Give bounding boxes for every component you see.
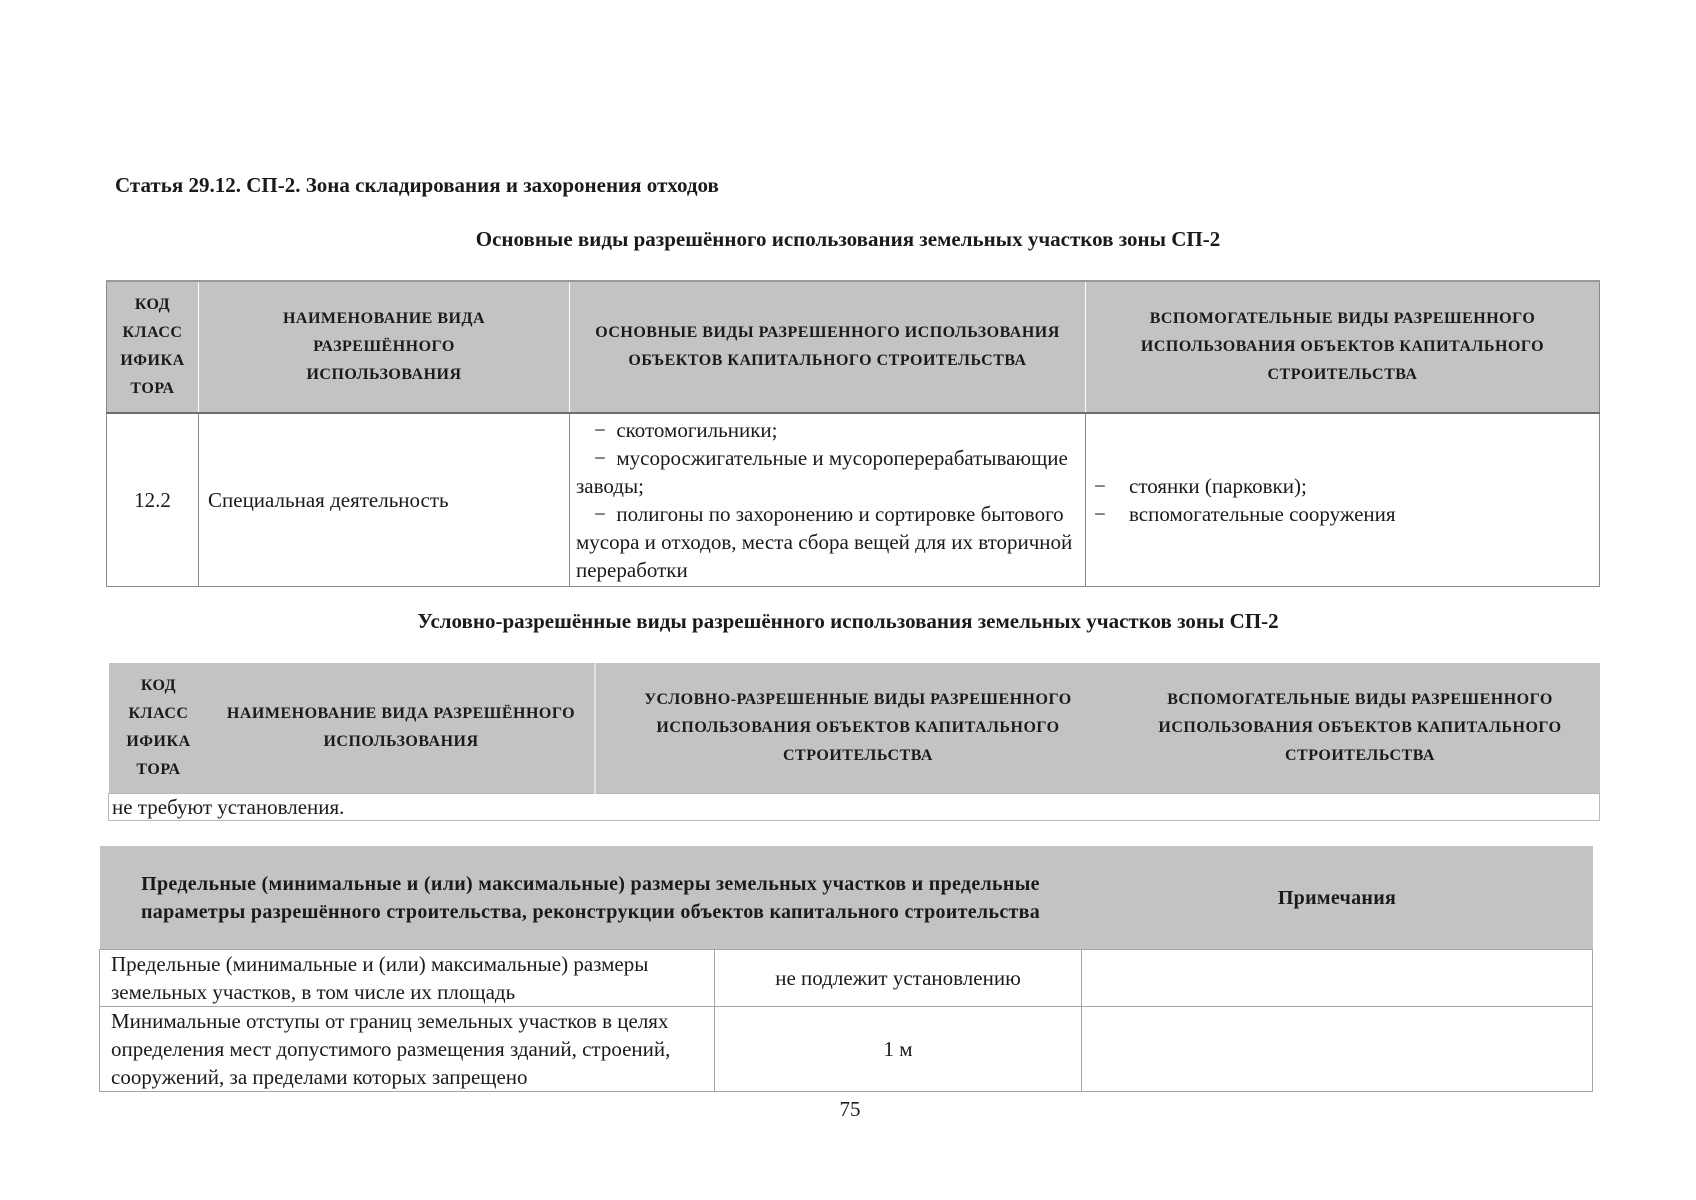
note-cell [1082,950,1593,1007]
main-section-title: Основные виды разрешённого использования земельных участков зоны СП-2 [475,227,1221,251]
conditional-uses-table [108,663,1600,821]
table-row [109,794,1600,821]
param-cell: Предельные (минимальные и (или) максимальные) размеры земельных участков, в том числе их площадь [100,950,715,1007]
header-name: НАИМЕНОВАНИЕ ВИДА РАЗРЕШЁННОГО ИСПОЛЬЗОВАНИЯ [209,663,595,794]
list-marker: − [594,502,606,526]
value-cell: не подлежит установлению [715,950,1082,1007]
page-number: 75 [839,1097,861,1121]
header-params: Предельные (минимальные и (или) максимальные) размеры земельных участков и предельные параметры разрешённого строительства, реконструкции объектов капитального строительства [100,846,1082,950]
row-code: 12.2 [107,413,199,587]
header-aux-uses: ВСПОМОГАТЕЛЬНЫЕ ВИДЫ РАЗРЕШЕННОГО ИСПОЛЬЗОВАНИЯ ОБЪЕКТОВ КАПИТАЛЬНОГО СТРОИТЕЛЬСТВА [1086,281,1600,413]
list-marker: − [1094,502,1106,526]
conditional-section-title: Условно-разрешённые виды разрешённого использования земельных участков зоны СП-2 [417,609,1279,633]
param-cell: Минимальные отступы от границ земельных участков в целях определения мест допустимого размещения зданий, строений, сооружений, за пределами которых запрещено [100,1007,715,1092]
list-marker: − [594,446,606,470]
row-main-uses [570,413,1086,587]
list-item: − мусоросжигательные и мусороперерабатывающие заводы; [576,446,1068,498]
list-marker: − [1094,474,1106,498]
list-item: − полигоны по захоронению и сортировке бытового мусора и отходов, места сбора вещей для их вторичной переработки [576,502,1073,582]
table-header-row [107,281,1600,413]
list-item: − скотомогильники; [594,418,778,442]
table-row [100,950,1593,1007]
header-name: НАИМЕНОВАНИЕ ВИДА РАЗРЕШЁННОГО ИСПОЛЬЗОВАНИЯ [199,281,570,413]
table-row [107,413,1600,587]
list-item: − стоянки (парковки); [1094,474,1307,498]
list-marker: − [594,418,606,442]
header-main-uses: ОСНОВНЫЕ ВИДЫ РАЗРЕШЕННОГО ИСПОЛЬЗОВАНИЯ ОБЪЕКТОВ КАПИТАЛЬНОГО СТРОИТЕЛЬСТВА [570,281,1086,413]
table-row [100,1007,1593,1092]
header-notes: Примечания [1082,846,1593,950]
main-uses-table [106,280,1600,587]
conditional-note: не требуют установления. [109,794,1600,821]
value-cell: 1 м [715,1007,1082,1092]
note-cell [1082,1007,1593,1092]
header-aux-uses: ВСПОМОГАТЕЛЬНЫЕ ВИДЫ РАЗРЕШЕННОГО ИСПОЛЬЗОВАНИЯ ОБЪЕКТОВ КАПИТАЛЬНОГО СТРОИТЕЛЬСТВА [1121,663,1600,794]
header-code: КОД КЛАСС ИФИКА ТОРА [107,281,199,413]
header-code: КОД КЛАСС ИФИКА ТОРА [109,663,209,794]
article-title: Статья 29.12. СП-2. Зона складирования и захоронения отходов [115,173,719,197]
limits-table [99,846,1593,1092]
table-header-row [109,663,1600,794]
header-conditional-uses: УСЛОВНО-РАЗРЕШЕННЫЕ ВИДЫ РАЗРЕШЕННОГО ИСПОЛЬЗОВАНИЯ ОБЪЕКТОВ КАПИТАЛЬНОГО СТРОИТЕЛЬСТВА [595,663,1121,794]
table-header-row [100,846,1593,950]
row-aux-uses [1086,413,1600,587]
row-name: Специальная деятельность [199,413,570,587]
list-item: − вспомогательные сооружения [1094,502,1396,526]
